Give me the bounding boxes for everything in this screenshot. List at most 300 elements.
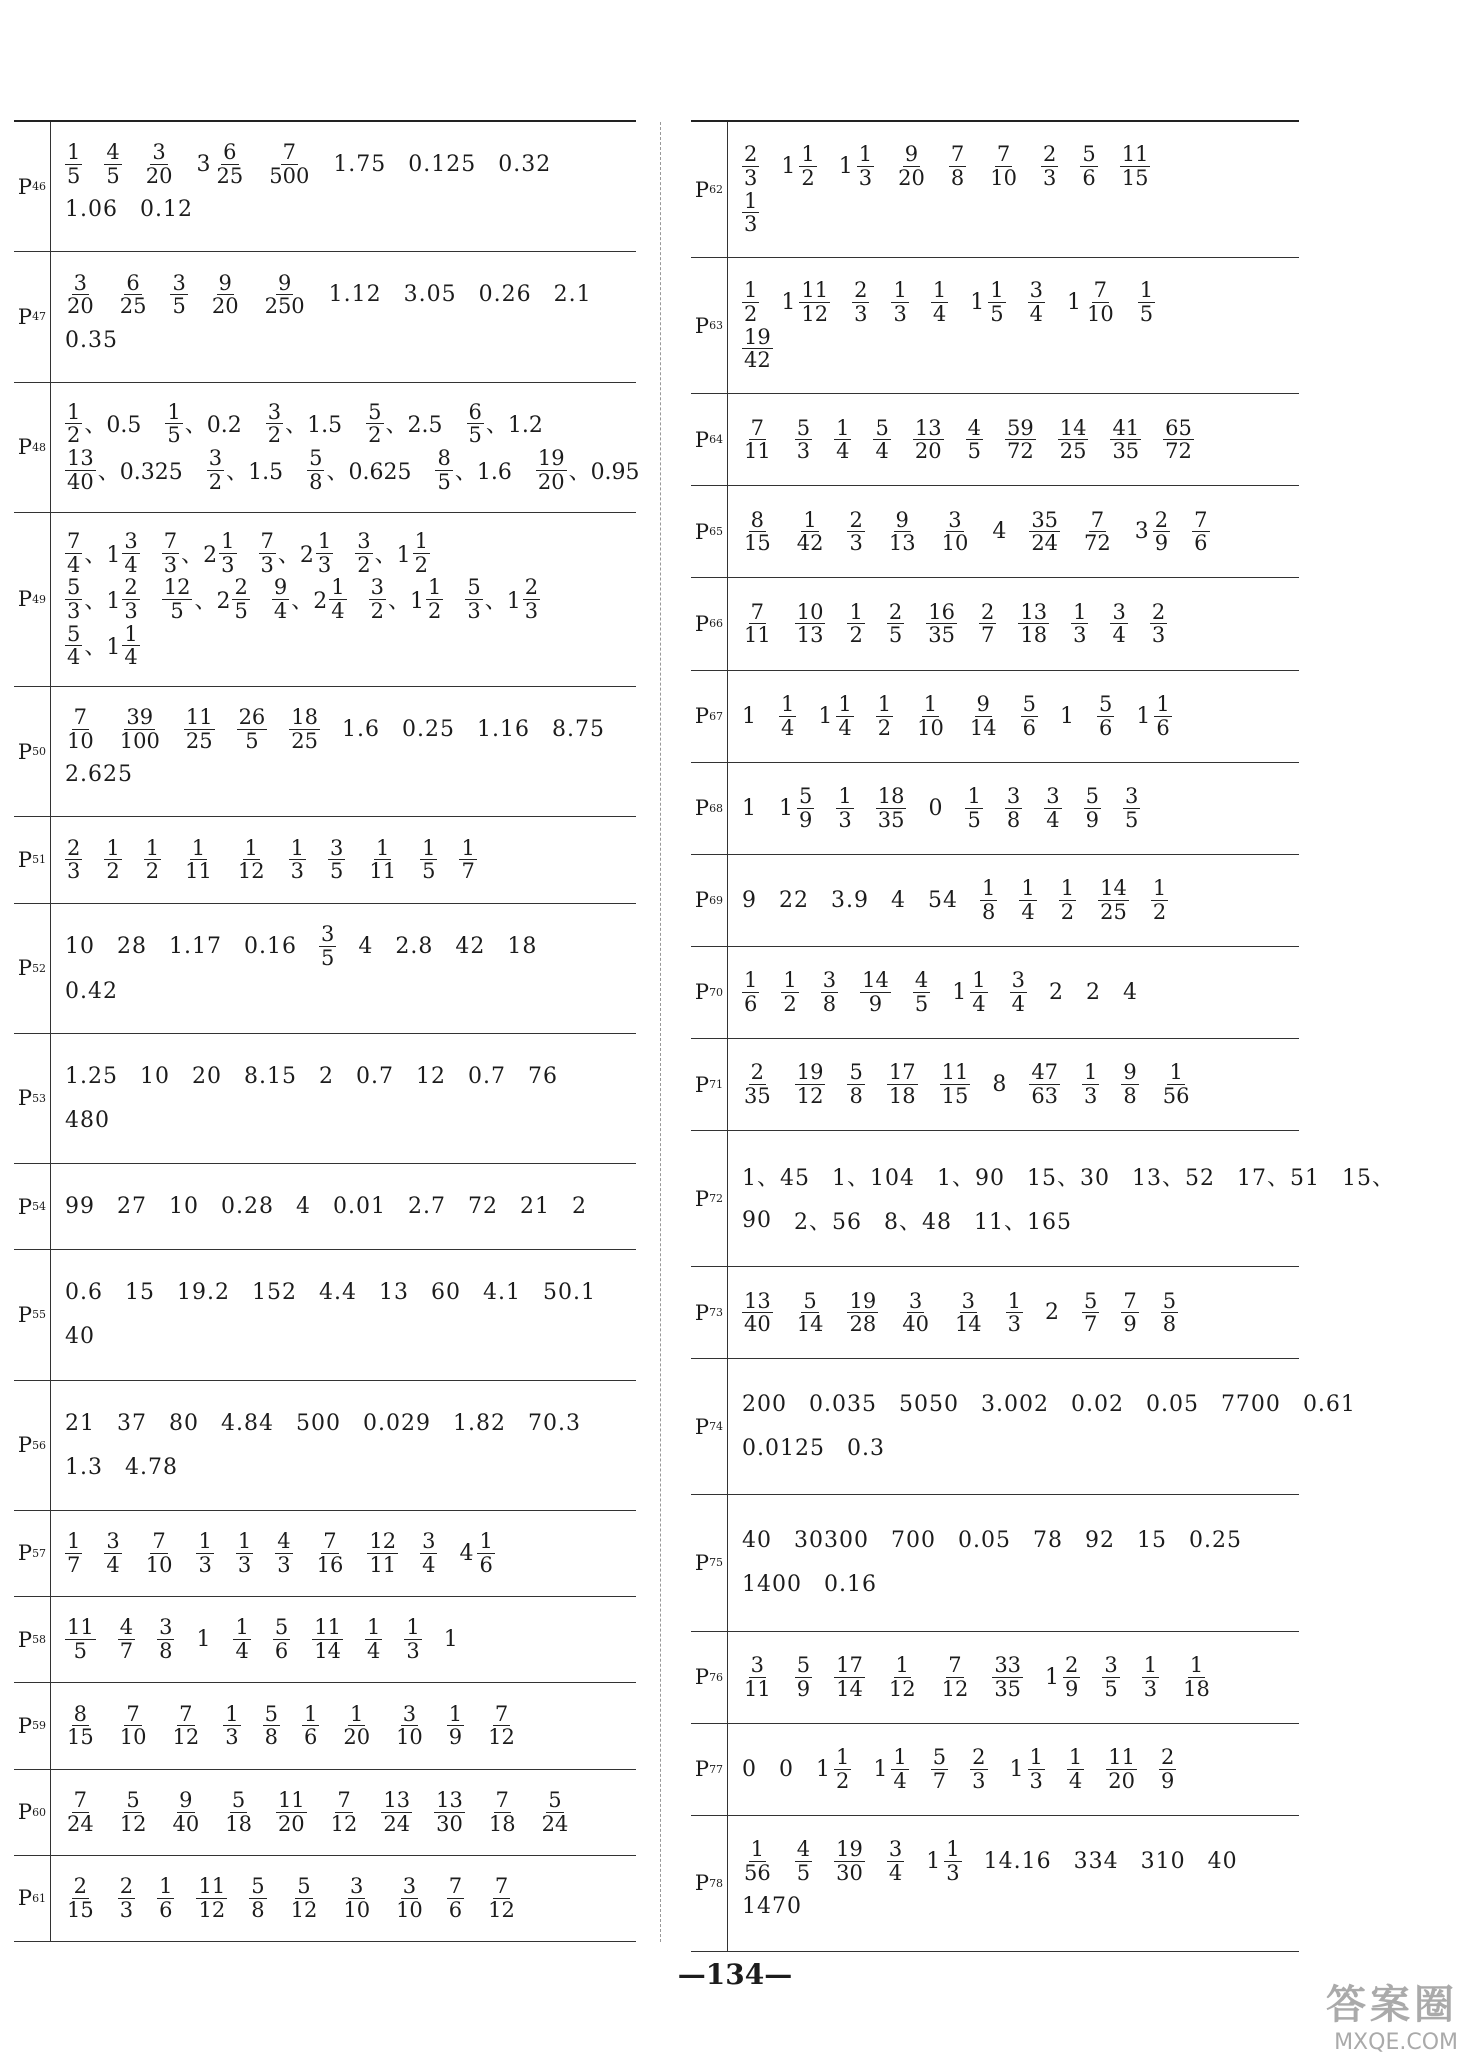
- answer-text: 1: [742, 795, 757, 821]
- fraction: [233, 1616, 250, 1662]
- answer-line: [742, 279, 1295, 325]
- fraction: [144, 837, 161, 883]
- denominator: 4: [875, 439, 889, 464]
- page-label-letter: P: [17, 174, 33, 199]
- fraction: [965, 785, 982, 831]
- denominator: 14: [314, 1639, 341, 1664]
- denominator: 5: [967, 807, 981, 832]
- answer-item: [1010, 969, 1027, 1015]
- watermark-logo-text: 答案圈: [1326, 1982, 1458, 2028]
- answer-item: [65, 1108, 110, 1133]
- fraction: [487, 1789, 518, 1835]
- fraction: [65, 141, 82, 187]
- denominator: 35: [928, 623, 955, 648]
- denominator: 5: [990, 301, 1004, 326]
- answer-content: [51, 1856, 636, 1941]
- answer-text: 0.6: [65, 1280, 103, 1306]
- answer-item: [296, 1411, 341, 1436]
- page-ref: 51: [32, 853, 47, 867]
- answer-content: [51, 1683, 636, 1768]
- equivalent-value: 、1: [484, 588, 521, 614]
- page-label-letter: P: [694, 1550, 710, 1575]
- numerator: 35: [1031, 507, 1059, 532]
- denominator: 11: [185, 859, 212, 884]
- answer-row: [14, 1164, 636, 1250]
- answer-item: [319, 1280, 357, 1305]
- answer-text: 4: [992, 519, 1008, 545]
- answer-item: [65, 1064, 118, 1089]
- numerator: 1: [1143, 1652, 1158, 1677]
- fraction: [65, 447, 96, 493]
- denominator: 4: [1029, 301, 1043, 326]
- answer-text: 0.12: [139, 197, 193, 223]
- fraction: [980, 877, 997, 923]
- equivalent-value: 、0.95: [568, 459, 640, 485]
- fraction: [214, 141, 245, 187]
- numerator: 9: [179, 1787, 193, 1812]
- fraction: [1082, 509, 1113, 555]
- answer-item: [742, 190, 759, 236]
- fraction: [329, 1789, 360, 1835]
- answer-item: [1237, 1161, 1320, 1192]
- answer-item: [899, 1392, 959, 1417]
- answer-item: [404, 282, 457, 307]
- fraction: [940, 1654, 971, 1700]
- answer-line: [742, 877, 1295, 923]
- fraction: [834, 1838, 865, 1884]
- numerator: 7: [337, 1787, 351, 1812]
- numerator: 7: [260, 528, 274, 553]
- fraction: [797, 785, 814, 831]
- fraction: [953, 1290, 984, 1336]
- answer-content: [51, 1770, 636, 1855]
- answer-item: [931, 279, 948, 325]
- page-label: [691, 486, 728, 577]
- answer-item: [1121, 1061, 1138, 1107]
- numerator: 59: [1006, 415, 1034, 440]
- fraction: [329, 576, 346, 622]
- numerator: 4: [277, 1529, 291, 1554]
- fraction: [381, 1789, 412, 1835]
- answer-item: [1102, 1654, 1119, 1700]
- fraction: [170, 1789, 201, 1835]
- answer-text: 2.8: [395, 933, 434, 959]
- denominator: 3: [290, 859, 304, 884]
- numerator: 7: [996, 142, 1011, 167]
- answer-text: 4: [295, 1194, 311, 1220]
- numerator: 4: [119, 1615, 134, 1640]
- answer-item: [207, 447, 285, 493]
- fraction: [275, 1530, 292, 1576]
- answer-text: 0: [742, 1756, 757, 1782]
- page-ref: 76: [709, 1670, 724, 1684]
- numerator: 13: [914, 415, 942, 440]
- denominator: 20: [898, 165, 925, 190]
- answer-text: 500: [295, 1410, 341, 1436]
- answer-content: [728, 258, 1299, 393]
- answer-text: 5050: [898, 1392, 959, 1418]
- page-ref: 56: [32, 1438, 47, 1452]
- numerator: 5: [1082, 142, 1096, 167]
- answer-text: 8.75: [552, 717, 605, 743]
- answer-row: [14, 513, 636, 687]
- answer-item: [913, 969, 930, 1015]
- fraction: [913, 417, 944, 463]
- fraction: [1041, 143, 1058, 189]
- answer-line: [65, 623, 632, 669]
- page-label: [14, 1770, 51, 1855]
- answer-text: 42: [455, 933, 486, 959]
- equivalent-value: 、0.625: [326, 459, 412, 485]
- numerator: 5: [1084, 1288, 1098, 1313]
- answer-item: [140, 197, 193, 222]
- numerator: 1: [422, 835, 436, 860]
- numerator: 3: [402, 1874, 417, 1899]
- answer-text: 9: [742, 887, 757, 913]
- fraction: [540, 1789, 571, 1835]
- answer-item: [65, 706, 96, 752]
- answer-text: 1.12: [328, 282, 382, 308]
- answer-item: [742, 1290, 773, 1336]
- numerator: 7: [67, 528, 81, 553]
- denominator: 5: [320, 945, 335, 970]
- fraction: [184, 706, 215, 752]
- answer-line: [65, 188, 632, 232]
- answer-item: [1060, 704, 1075, 729]
- answer-item: [970, 1746, 987, 1792]
- fraction: [944, 1838, 961, 1884]
- answer-line: [742, 1884, 1295, 1928]
- answer-item: [937, 1161, 1005, 1192]
- answer-item: [1080, 143, 1097, 189]
- answer-item: [329, 1789, 360, 1835]
- denominator: 6: [479, 1552, 493, 1577]
- page-label: [14, 1511, 51, 1596]
- answer-line: [742, 1155, 1417, 1199]
- answer-content: [51, 904, 636, 1033]
- fraction: [144, 141, 175, 187]
- numerator: 7: [1194, 507, 1208, 532]
- answer-item: [366, 401, 444, 447]
- page-label-letter: P: [17, 1713, 33, 1738]
- fraction: [1082, 1290, 1099, 1336]
- page-label-letter: P: [694, 427, 710, 452]
- answer-item: [1086, 980, 1101, 1005]
- denominator: 10: [396, 1897, 423, 1922]
- denominator: 8: [309, 469, 323, 494]
- denominator: 3: [1151, 623, 1166, 648]
- numerator: 1: [1152, 876, 1167, 901]
- denominator: 11: [369, 1552, 397, 1577]
- page-ref: 66: [709, 617, 724, 631]
- answer-text: 1.25: [65, 1063, 118, 1089]
- answer-row: [691, 394, 1299, 486]
- answer-item: [221, 1194, 274, 1219]
- page-label: [691, 1039, 728, 1130]
- numerator: 2: [524, 575, 539, 600]
- answer-line: [65, 706, 632, 752]
- fraction: [931, 279, 948, 325]
- fraction: [413, 530, 430, 576]
- answer-item: [1085, 1528, 1115, 1553]
- denominator: 3: [1073, 623, 1087, 648]
- fraction: [891, 1746, 908, 1792]
- denominator: 24: [67, 1811, 94, 1836]
- numerator: 1: [1139, 278, 1154, 303]
- answer-item: [540, 1789, 571, 1835]
- denominator: 3: [124, 598, 138, 623]
- answer-content: [728, 122, 1299, 257]
- numerator: 1: [167, 399, 181, 424]
- numerator: 8: [437, 446, 451, 471]
- answer-item: [117, 1411, 147, 1436]
- fraction: [118, 1616, 135, 1662]
- fraction: [266, 401, 283, 447]
- denominator: 18: [225, 1811, 252, 1836]
- denominator: 4: [1046, 807, 1060, 832]
- answer-item: [980, 877, 997, 923]
- answer-text: 1.06: [65, 197, 118, 223]
- denominator: 9: [448, 1725, 463, 1750]
- answer-text: 0.02: [1070, 1392, 1124, 1418]
- answer-item: [177, 1280, 230, 1305]
- numerator: 1: [893, 278, 907, 303]
- fraction: [144, 1530, 175, 1576]
- fraction: [896, 143, 927, 189]
- answer-item: [1303, 1392, 1356, 1417]
- answer-item: [170, 1789, 201, 1835]
- page-number: —134—: [677, 1958, 793, 1991]
- numerator: 2: [980, 599, 995, 624]
- numerator: 1: [783, 968, 797, 993]
- answer-item: [913, 417, 944, 463]
- numerator: 1: [893, 1745, 907, 1770]
- numerator: 11: [1108, 1745, 1135, 1770]
- answer-item: [65, 1703, 96, 1749]
- answer-item: [928, 796, 943, 821]
- answer-content: [51, 1164, 636, 1249]
- fraction: [926, 601, 957, 647]
- equivalent-value: 、1.5: [285, 413, 343, 439]
- fraction: [367, 837, 398, 883]
- equivalent-value: 、0.325: [97, 459, 183, 485]
- answer-text: 1: [443, 1627, 459, 1653]
- answer-text: 10: [139, 1063, 170, 1089]
- numerator: 19: [836, 1837, 863, 1862]
- answer-item: [1161, 1290, 1178, 1336]
- denominator: 4: [1068, 1768, 1083, 1793]
- fraction: [1063, 1654, 1080, 1700]
- answer-item: [984, 1849, 1052, 1874]
- numerator: 1: [744, 968, 758, 993]
- denominator: 3: [1143, 1676, 1158, 1701]
- answer-item: [1136, 693, 1171, 739]
- answer-item: [543, 1280, 596, 1305]
- answer-line: [65, 318, 632, 362]
- answer-item: [273, 1616, 290, 1662]
- denominator: 20: [343, 1725, 371, 1750]
- equivalent-value: 、2: [181, 542, 218, 568]
- answer-item: [847, 1290, 878, 1336]
- denominator: 4: [888, 1860, 903, 1885]
- denominator: 4: [1021, 899, 1035, 924]
- page-ref: 61: [32, 1891, 47, 1905]
- answer-text: 3.002: [980, 1392, 1049, 1418]
- answer-item: [891, 888, 906, 913]
- answer-item: [1045, 1300, 1060, 1325]
- numerator: 1: [145, 835, 160, 860]
- answer-text: 1、90: [937, 1166, 1005, 1192]
- denominator: 5: [167, 423, 181, 448]
- denominator: 13: [796, 623, 824, 648]
- page-label: [14, 122, 51, 251]
- answer-text: 18: [507, 933, 538, 959]
- fraction: [65, 1616, 96, 1662]
- answer-item: [1018, 601, 1049, 647]
- numerator: 3: [1046, 784, 1060, 809]
- fraction: [236, 837, 267, 883]
- answer-line: [65, 1185, 632, 1229]
- page-label: [14, 817, 51, 902]
- denominator: 6: [1082, 165, 1096, 190]
- answer-line: [65, 1271, 632, 1315]
- denominator: 8: [1162, 1312, 1177, 1337]
- numerator: 7: [448, 1874, 463, 1899]
- fraction: [742, 601, 773, 647]
- fraction: [272, 576, 289, 622]
- answer-text: 40: [742, 1528, 772, 1554]
- denominator: 2: [427, 598, 442, 623]
- answer-text: 76: [527, 1063, 558, 1089]
- answer-item: [444, 1627, 459, 1652]
- denominator: 4: [235, 1639, 249, 1664]
- answer-content: [728, 394, 1299, 485]
- numerator: 3: [106, 1529, 120, 1554]
- denominator: 4: [836, 439, 850, 464]
- answer-item: [65, 1875, 96, 1921]
- fraction: [1163, 417, 1194, 463]
- numerator: 2: [234, 575, 248, 600]
- answer-item: [795, 601, 826, 647]
- numerator: 1: [191, 835, 206, 860]
- answer-item: [507, 934, 537, 959]
- denominator: 2: [368, 423, 382, 448]
- answer-item: [263, 1703, 280, 1749]
- numerator: 3: [948, 507, 962, 532]
- answer-item: [742, 1757, 757, 1782]
- answer-item: [781, 279, 830, 325]
- fraction: [992, 1654, 1023, 1700]
- fraction: [940, 1061, 971, 1107]
- denominator: 5: [170, 598, 184, 623]
- whole-number: 1: [781, 289, 796, 315]
- numerator: 5: [309, 446, 323, 471]
- answer-item: [952, 969, 987, 1015]
- answer-row: [14, 1511, 636, 1597]
- numerator: 1: [838, 784, 852, 809]
- answer-item: [891, 1528, 936, 1553]
- answer-item: [365, 1616, 382, 1662]
- fraction: [486, 1875, 517, 1921]
- fraction: [742, 143, 759, 189]
- page-ref: 71: [709, 1078, 724, 1092]
- denominator: 5: [234, 598, 248, 623]
- answer-line: [65, 1875, 632, 1921]
- answer-item: [1142, 1654, 1159, 1700]
- answer-content: [728, 1724, 1299, 1815]
- denominator: 6: [448, 1897, 463, 1922]
- answer-item: [408, 152, 476, 177]
- denominator: 4: [331, 598, 345, 623]
- answer-item: [65, 401, 143, 447]
- fraction: [523, 576, 540, 622]
- answer-line: [65, 141, 632, 187]
- answer-item: [992, 519, 1007, 544]
- denominator: 9: [1154, 531, 1169, 556]
- fraction: [122, 530, 139, 576]
- answer-item: [816, 1746, 851, 1792]
- numerator: 41: [1112, 415, 1140, 440]
- fraction: [834, 1746, 851, 1792]
- answer-text: 50.1: [542, 1280, 596, 1306]
- answer-row: [14, 1597, 636, 1683]
- fraction: [404, 1616, 421, 1662]
- numerator: 1: [946, 1837, 960, 1862]
- answer-line: [65, 1616, 632, 1662]
- answer-text: 8.15: [243, 1063, 297, 1089]
- numerator: 1: [67, 140, 81, 165]
- fraction: [232, 576, 249, 622]
- numerator: 2: [888, 599, 903, 624]
- fraction: [366, 401, 383, 447]
- whole-number: 3: [196, 152, 211, 178]
- fraction: [118, 272, 149, 318]
- answer-item: [781, 143, 816, 189]
- answer-item: [1146, 1392, 1199, 1417]
- page-label: [691, 1816, 728, 1951]
- page-label: [14, 1034, 51, 1163]
- denominator: 14: [969, 715, 997, 740]
- answer-item: [333, 1194, 386, 1219]
- answer-item: [970, 279, 1005, 325]
- denominator: 20: [914, 439, 942, 464]
- whole-number: 1: [779, 795, 793, 821]
- page-ref: 54: [32, 1200, 47, 1214]
- fraction: [307, 447, 324, 493]
- answer-item: [486, 1703, 517, 1749]
- answer-item: [795, 1290, 826, 1336]
- answer-item: [447, 1875, 464, 1921]
- whole-number: 1: [970, 289, 985, 315]
- fraction: [355, 530, 372, 576]
- denominator: 8: [1123, 1084, 1137, 1109]
- fraction: [988, 143, 1019, 189]
- answer-item: [795, 1061, 826, 1107]
- answer-item: [263, 272, 307, 318]
- answer-line: [65, 1054, 632, 1098]
- answer-line: [65, 837, 632, 883]
- fraction: [968, 693, 999, 739]
- answer-item: [742, 796, 757, 821]
- answer-line: [65, 753, 632, 797]
- numerator: 9: [273, 575, 288, 600]
- answer-item: [289, 1875, 320, 1921]
- answer-item: [479, 282, 532, 307]
- answer-text: 2、56: [794, 1210, 862, 1236]
- answer-item: [65, 1194, 95, 1219]
- answer-item: [742, 888, 757, 913]
- answer-text: 0.32: [498, 152, 552, 178]
